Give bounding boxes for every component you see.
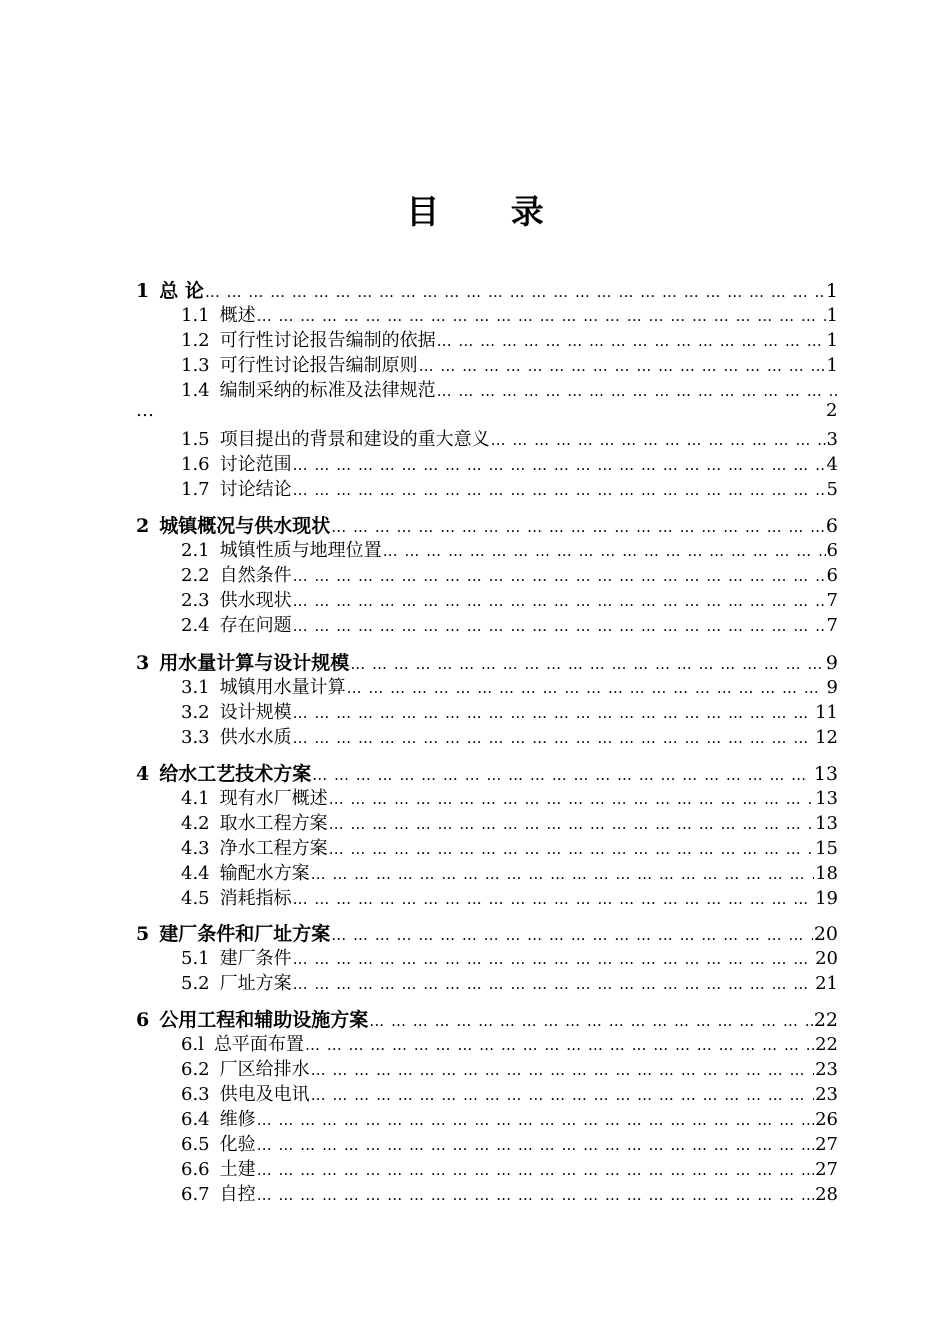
toc-leader	[347, 679, 826, 697]
toc-number: 3.2	[181, 702, 210, 723]
toc-entry[interactable]	[181, 969, 838, 994]
toc-page: 20	[813, 923, 838, 944]
toc-label: 设计规模	[219, 702, 292, 723]
toc-leader	[293, 950, 814, 968]
toc-entry[interactable]	[181, 1155, 838, 1180]
toc-number: 1.1	[181, 305, 210, 326]
toc-leader	[257, 1186, 814, 1204]
toc-label: 取水工程方案	[219, 813, 328, 834]
toc-entry[interactable]	[181, 723, 838, 748]
toc-label: 讨论范围	[219, 454, 292, 475]
toc-number: 1.2	[181, 330, 210, 351]
toc-leader	[311, 1086, 814, 1104]
toc-label: 供水现状	[219, 590, 292, 611]
toc-leader	[293, 567, 826, 585]
toc-number: 5	[136, 923, 150, 944]
toc-entry[interactable]	[181, 698, 838, 723]
toc-page: 23	[815, 1059, 838, 1080]
toc-leader	[257, 307, 826, 325]
toc-number: 4.5	[181, 888, 210, 909]
toc-entry[interactable]	[181, 673, 838, 698]
toc-number: 4.1	[181, 788, 210, 809]
toc-entry[interactable]	[181, 326, 838, 351]
toc-label: 用水量计算与设计规模	[159, 652, 350, 673]
toc-number: 2	[136, 515, 150, 536]
toc-label: 存在问题	[219, 615, 292, 636]
toc-leader	[257, 1161, 814, 1179]
toc-leader	[437, 382, 837, 400]
toc-number: 4.2	[181, 813, 210, 834]
toc-leader	[329, 790, 814, 808]
toc-page: 1	[826, 330, 838, 351]
toc-page: 7	[826, 615, 838, 636]
toc-page: 5	[826, 479, 838, 500]
toc-label: 现有水厂概述	[219, 788, 328, 809]
toc-leader	[293, 704, 814, 722]
toc-label: 土建	[219, 1159, 256, 1180]
toc-leader	[293, 592, 826, 610]
toc-label: 项目提出的背景和建设的重大意义	[219, 429, 490, 450]
toc-page: 9	[825, 652, 838, 673]
toc-page: 2	[826, 400, 838, 421]
toc-label: 自然条件	[219, 565, 292, 586]
toc-page: 1	[826, 305, 838, 326]
toc-label: 城镇概况与供水现状	[159, 515, 331, 536]
toc-leader	[312, 766, 813, 784]
toc-page: 7	[826, 590, 838, 611]
toc-page: 22	[813, 1009, 838, 1030]
toc-number: 6.3	[181, 1084, 210, 1105]
toc-label: 化验	[219, 1134, 256, 1155]
toc-page: 21	[815, 973, 838, 994]
toc-label: 建厂条件	[219, 948, 292, 969]
toc-leader	[257, 1111, 814, 1129]
toc-page: 27	[815, 1134, 838, 1155]
toc-label: 厂区给排水	[219, 1059, 310, 1080]
toc-entry[interactable]	[181, 586, 838, 611]
toc-leader	[491, 431, 826, 449]
toc-label: 概述	[219, 305, 256, 326]
toc-number: 6.l	[181, 1034, 204, 1055]
toc-label: 厂址方案	[219, 973, 292, 994]
toc-page: 18	[815, 863, 838, 884]
toc-number: 3.1	[181, 677, 210, 698]
toc-page: 15	[815, 838, 838, 859]
page-title: 目 录	[406, 192, 574, 231]
toc-entry[interactable]	[136, 648, 838, 673]
toc-number: 4	[136, 763, 150, 784]
toc-label: 城镇用水量计算	[219, 677, 346, 698]
toc-number: 2.3	[181, 590, 210, 611]
toc-label: 讨论结论	[219, 479, 292, 500]
toc-entry[interactable]	[136, 919, 838, 944]
toc-leader	[293, 481, 826, 499]
toc-number: 3.3	[181, 727, 210, 748]
toc-number: 4.4	[181, 863, 210, 884]
toc-leader	[329, 840, 814, 858]
toc-page: 20	[815, 948, 838, 969]
toc-number: 6.6	[181, 1159, 210, 1180]
toc-page: 6	[826, 565, 838, 586]
toc-page: 27	[815, 1159, 838, 1180]
toc-page: 12	[815, 727, 838, 748]
toc-leader	[383, 542, 826, 560]
toc-entry[interactable]	[136, 1005, 838, 1030]
toc-page: 13	[815, 788, 838, 809]
toc-page: 9	[826, 677, 838, 698]
toc-label: 自控	[219, 1184, 256, 1205]
toc-number: 6.5	[181, 1134, 210, 1155]
toc-leader	[419, 357, 826, 375]
toc-number: 1	[136, 280, 150, 301]
toc-entry[interactable]	[181, 809, 838, 834]
toc-label: 消耗指标	[219, 888, 292, 909]
toc-label: 城镇性质与地理位置	[219, 540, 382, 561]
toc-entry[interactable]	[181, 1105, 838, 1130]
toc-number: 1.6	[181, 454, 210, 475]
toc-leader	[311, 865, 814, 883]
toc-number: 4.3	[181, 838, 210, 859]
toc-entry[interactable]	[181, 376, 838, 401]
toc-number: 2.1	[181, 540, 210, 561]
toc-leader	[369, 1012, 813, 1030]
toc-page: 4	[826, 454, 838, 475]
toc-label: 总 论	[159, 280, 204, 301]
toc-label: 输配水方案	[219, 863, 310, 884]
toc-page: 3	[826, 429, 838, 450]
toc-entry[interactable]	[181, 944, 838, 969]
toc-number: 5.1	[181, 948, 210, 969]
toc-page: 23	[815, 1084, 838, 1105]
toc-entry[interactable]	[181, 1180, 838, 1205]
toc-page: 11	[815, 702, 838, 723]
toc-label: 建厂条件和厂址方案	[159, 923, 331, 944]
toc-label: 总平面布置	[213, 1034, 304, 1055]
toc-label: 净水工程方案	[219, 838, 328, 859]
toc-entry[interactable]	[181, 834, 838, 859]
toc-leader	[437, 332, 826, 350]
toc-number: 5.2	[181, 973, 210, 994]
toc-leader	[293, 617, 826, 635]
toc-number: 6.4	[181, 1109, 210, 1130]
toc-leader	[293, 729, 814, 747]
toc-label: 可行性讨论报告编制原则	[219, 355, 418, 376]
toc-entry[interactable]	[181, 884, 838, 909]
toc-number: 6	[136, 1009, 150, 1030]
toc-leader	[331, 926, 813, 944]
toc-entry[interactable]	[181, 301, 838, 326]
toc-leader	[311, 1061, 814, 1079]
toc-number: 1.5	[181, 429, 210, 450]
toc-entry[interactable]	[181, 784, 838, 809]
toc-leader	[293, 890, 814, 908]
toc-page: 28	[815, 1184, 838, 1205]
toc-leader	[305, 1036, 814, 1054]
toc-entry[interactable]	[181, 859, 838, 884]
toc-number: 1.3	[181, 355, 210, 376]
toc-page: 6	[825, 515, 838, 536]
toc-page: 19	[815, 888, 838, 909]
toc-number: 2.4	[181, 615, 210, 636]
toc-label: 给水工艺技术方案	[159, 763, 312, 784]
toc-leader-wrap: …	[136, 400, 154, 421]
toc-number: 1.4	[181, 380, 210, 401]
toc-leader	[293, 456, 826, 474]
toc-entry[interactable]	[181, 611, 838, 636]
toc-entry[interactable]	[181, 1080, 838, 1105]
toc-leader	[257, 1136, 814, 1154]
toc-label: 供电及电讯	[219, 1084, 310, 1105]
toc-leader	[331, 518, 825, 536]
toc-entry[interactable]	[136, 511, 838, 536]
toc-label: 公用工程和辅助设施方案	[159, 1009, 369, 1030]
toc-page: 1	[826, 355, 838, 376]
toc-page: 13	[813, 763, 838, 784]
toc-number: 1.7	[181, 479, 210, 500]
toc-page: 26	[815, 1109, 838, 1130]
toc-entry[interactable]	[181, 425, 838, 450]
toc-leader	[329, 815, 814, 833]
toc-entry[interactable]	[136, 276, 838, 301]
toc-leader	[205, 283, 825, 301]
toc-label: 编制采纳的标准及法律规范	[219, 380, 436, 401]
toc-entry[interactable]	[136, 759, 838, 784]
toc-page: 1	[825, 280, 838, 301]
toc-entry[interactable]	[181, 1130, 838, 1155]
toc-entry[interactable]	[181, 536, 838, 561]
toc-leader	[293, 975, 814, 993]
toc-entry[interactable]	[181, 351, 838, 376]
toc-entry[interactable]	[181, 1055, 838, 1080]
toc-entry[interactable]	[181, 1030, 838, 1055]
toc-label: 可行性讨论报告编制的依据	[219, 330, 436, 351]
toc-number: 3	[136, 652, 150, 673]
toc-page: 13	[815, 813, 838, 834]
toc-number: 2.2	[181, 565, 210, 586]
toc-page: 22	[815, 1034, 838, 1055]
toc-label: 维修	[219, 1109, 256, 1130]
toc-number: 6.7	[181, 1184, 210, 1205]
toc-leader	[350, 655, 825, 673]
toc-entry[interactable]	[181, 561, 838, 586]
toc-entry[interactable]	[181, 450, 838, 475]
toc-page: 6	[826, 540, 838, 561]
toc-entry[interactable]	[181, 475, 838, 500]
toc-label: 供水水质	[219, 727, 292, 748]
toc-number: 6.2	[181, 1059, 210, 1080]
